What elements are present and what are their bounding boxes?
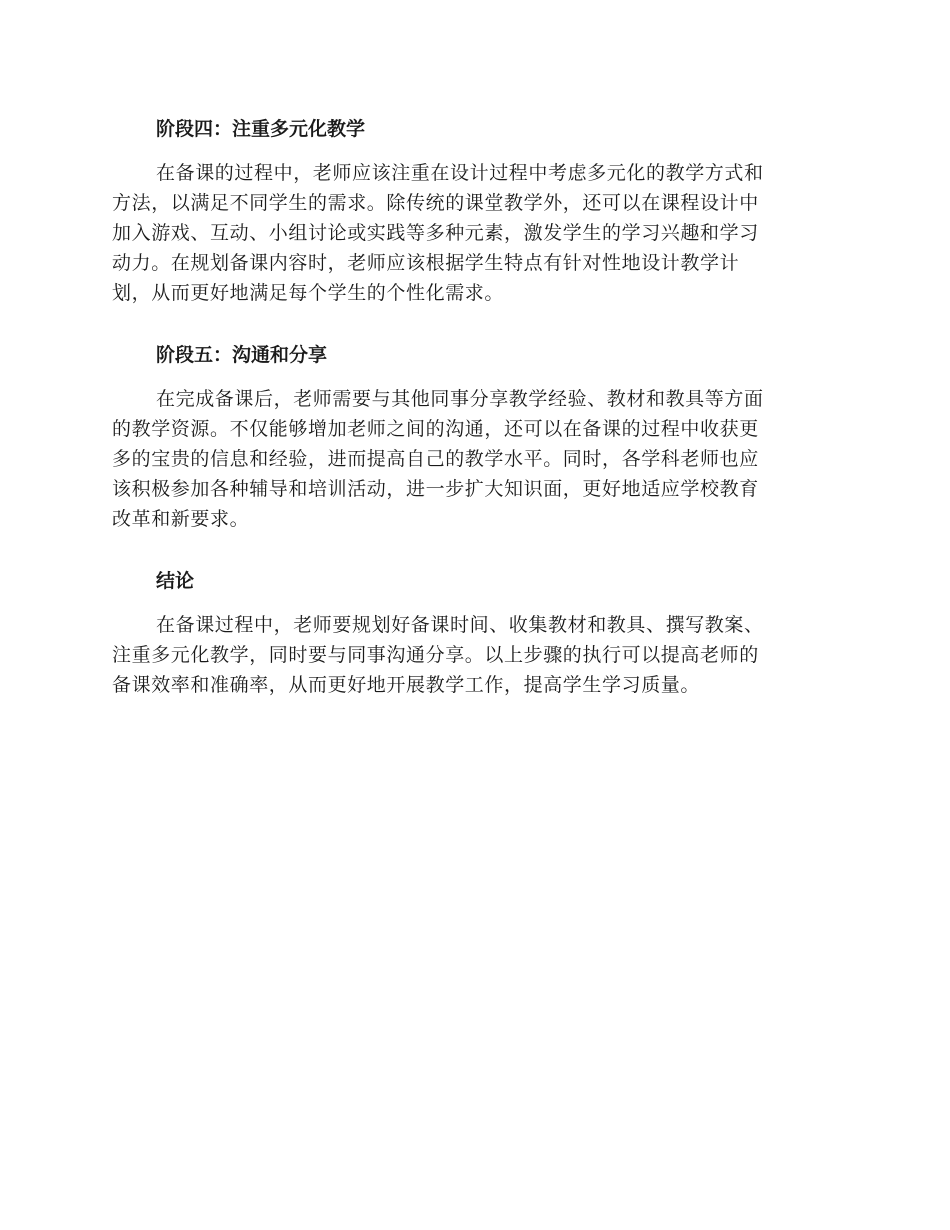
paragraph-line: 该积极参加各种辅导和培训活动，进一步扩大知识面，更好地适应学校教育 [112, 478, 759, 500]
paragraph-line: 改革和新要求。 [112, 508, 250, 530]
paragraph-line: 备课效率和准确率，从而更好地开展教学工作，提高学生学习质量。 [112, 674, 701, 696]
paragraph-line: 注重多元化教学，同时要与同事沟通分享。以上步骤的执行可以提高老师的 [112, 644, 759, 666]
paragraph-line: 划，从而更好地满足每个学生的个性化需求。 [112, 282, 505, 304]
paragraph-line: 在备课的过程中，老师应该注重在设计过程中考虑多元化的教学方式和 [156, 162, 764, 184]
paragraph-line: 在完成备课后，老师需要与其他同事分享教学经验、教材和教具等方面 [156, 388, 764, 410]
section-paragraph-stage-five [112, 384, 832, 534]
paragraph-line: 多的宝贵的信息和经验，进而提高自己的教学水平。同时，各学科老师也应 [112, 448, 759, 470]
section-paragraph-conclusion [112, 610, 832, 700]
section-heading-conclusion: 结论 [156, 570, 195, 592]
paragraph-line: 方法，以满足不同学生的需求。除传统的课堂教学外，还可以在课程设计中 [112, 192, 759, 214]
paragraph-line: 加入游戏、互动、小组讨论或实践等多种元素，激发学生的学习兴趣和学习 [112, 222, 759, 244]
paragraph-line: 在备课过程中，老师要规划好备课时间、收集教材和教具、撰写教案、 [156, 614, 764, 636]
section-paragraph-stage-four [112, 158, 832, 308]
section-heading-stage-four: 阶段四：注重多元化教学 [156, 118, 366, 140]
paragraph-line: 动力。在规划备课内容时，老师应该根据学生特点有针对性地设计教学计 [112, 252, 740, 274]
document-page [112, 110, 832, 712]
paragraph-line: 的教学资源。不仅能够增加老师之间的沟通，还可以在备课的过程中收获更 [112, 418, 759, 440]
section-heading-stage-five: 阶段五：沟通和分享 [156, 344, 328, 366]
